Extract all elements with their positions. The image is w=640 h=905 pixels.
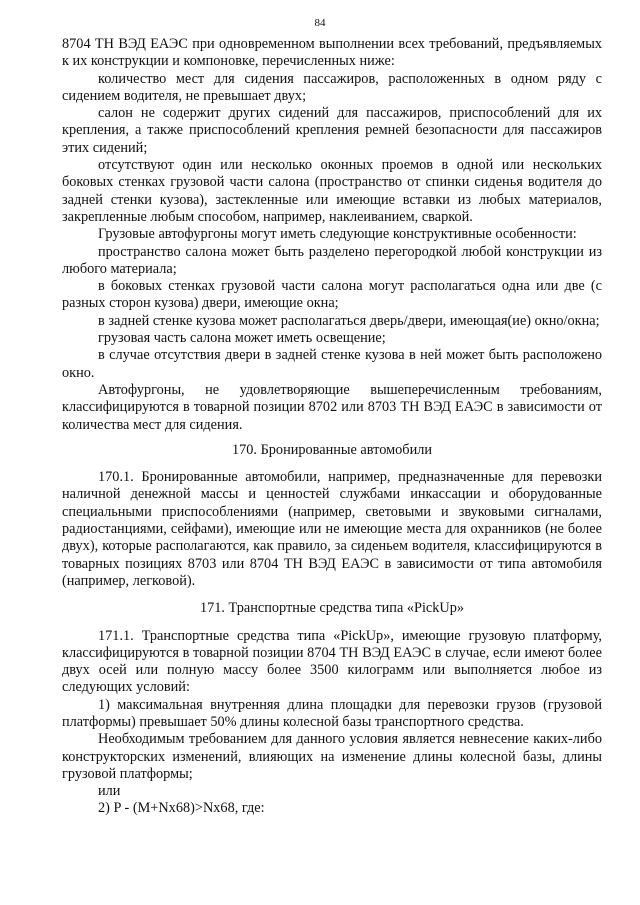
- section-heading: 170. Бронированные автомобили: [231, 441, 433, 458]
- paragraph: пространство салона может быть разделено перегородкой любой конструкции из любого материала;: [62, 243, 602, 277]
- paragraph: или: [98, 783, 121, 800]
- paragraph: 170.1. Бронированные автомобили, например, предназначенные для перевозки наличной денежной массы и ценностей службами инкассации и оборудованные специальными приспособлениями (например, световыми и звуковыми сигналами, радиостанциями, сейфами), имеющие или не имеющие места для охранников (не более двух), которые располагаются, как правило, за сиденьем водителя, классифицируются в товарных позициях 8703 или 8704 ТН ВЭД ЕАЭС в зависимости от типа автомобиля (например, легковой).: [62, 469, 602, 589]
- section-heading: 171. Транспортные средства типа «PickUp»: [199, 600, 465, 617]
- page-number: 84: [314, 17, 326, 29]
- paragraph: в случае отсутствия двери в задней стенке кузова в ней может быть расположено окно.: [62, 347, 602, 381]
- paragraph: Грузовые автофургоны могут иметь следующие конструктивные особенности:: [98, 226, 577, 243]
- paragraph: в задней стенке кузова может располагаться дверь/двери, имеющая(ие) окно/окна;: [98, 312, 600, 329]
- document-body: [62, 36, 602, 818]
- paragraph: салон не содержит других сидений для пассажиров, приспособлений для их крепления, а также приспособлений крепления ремней безопасности для пассажиров этих сидений;: [62, 105, 602, 156]
- paragraph: Автофургоны, не удовлетворяющие вышеперечисленным требованиям, классифицируются в товарной позиции 8702 или 8703 ТН ВЭД ЕАЭС в зависимости от количества мест для сидения.: [62, 381, 602, 433]
- paragraph: грузовая часть салона может иметь освещение;: [98, 330, 386, 347]
- paragraph: Необходимым требованием для данного условия является невнесение каких-либо конструкторских изменений, влияющих на изменение длины колесной базы, длины грузовой платформы;: [62, 731, 602, 782]
- paragraph: 171.1. Транспортные средства типа «PickUp», имеющие грузовую платформу, классифицируются в товарной позиции 8704 ТН ВЭД ЕАЭС в случае, если имеют более двух осей или полную массу более 3500 килограмм или выполняется любое из следующих условий:: [62, 627, 602, 696]
- paragraph: 8704 ТН ВЭД ЕАЭС при одновременном выполнении всех требований, предъявляемых к их конструкции и компоновке, перечисленных ниже:: [62, 36, 602, 70]
- paragraph: 1) максимальная внутренняя длина площадки для перевозки грузов (грузовой платформы) превышает 50% длины колесной базы транспортного средства.: [62, 696, 602, 730]
- paragraph: в боковых стенках грузовой части салона могут располагаться одна или две (с разных сторон кузова) двери, имеющие окна;: [62, 278, 602, 312]
- paragraph: отсутствуют один или несколько оконных проемов в одной или нескольких боковых стенках грузовой части салона (пространство от спинки сиденья водителя до задней стенки кузова), застекленные или имеющие вставки из любых материалов, закрепленные любым способом, например, наклеиванием, сваркой.: [62, 157, 602, 225]
- paragraph: количество мест для сидения пассажиров, расположенных в одном ряду с сидением водителя, не превышает двух;: [62, 70, 602, 104]
- paragraph: 2) P - (M+Nx68)>Nx68, где:: [98, 800, 265, 817]
